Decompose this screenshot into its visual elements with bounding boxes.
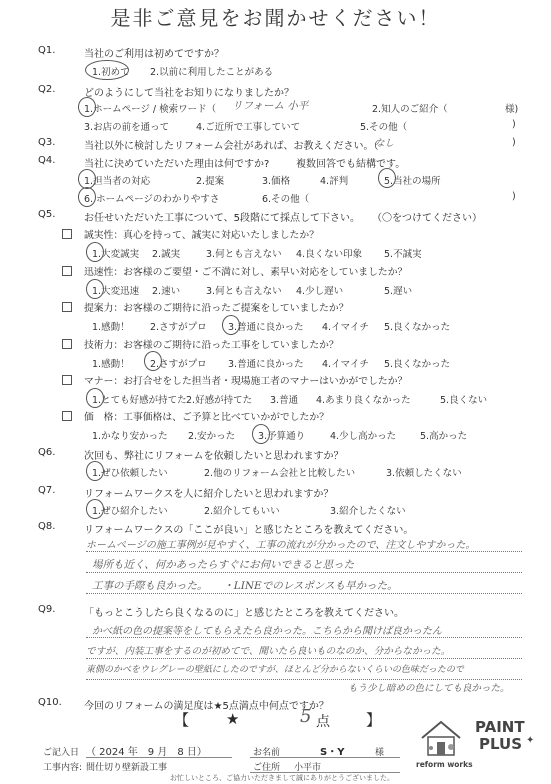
address-label: ご住所 (253, 763, 281, 773)
date-value[interactable]: （ 2024 年 9 月 8 日） (86, 747, 207, 758)
q1-option-1[interactable]: 1.初めて (92, 67, 130, 78)
score-bracket-close: 】 (366, 711, 382, 729)
address-value[interactable]: 小平市 (294, 763, 322, 773)
q5-option[interactable]: 1.感動！ (92, 322, 130, 333)
q5-option[interactable]: 5.良くなかった (384, 322, 451, 333)
date-underline (86, 757, 232, 758)
answer-circle (144, 351, 162, 371)
q5-item-heading: 価 格：工事価格は、ご予算と比べていかがでしたか？ (84, 412, 329, 423)
answer-line (86, 551, 522, 552)
work-value[interactable]: 間仕切り壁新設工事 (86, 763, 168, 773)
sparkle-icon: ✦ (526, 735, 535, 746)
answer-circle (378, 168, 396, 188)
q3-answer: なし (375, 138, 395, 149)
q5-item-heading: 技術力：お客様のご期待に沿った工事をしていましたか？ (84, 340, 339, 351)
q5-option[interactable]: 2.さすがプロ (150, 322, 207, 333)
score-value: 5 (300, 706, 312, 727)
q2-question: どのようにして当社をお知りになりましたか？ (84, 88, 294, 99)
q6-option-3[interactable]: 3.依頼したくない (386, 468, 462, 479)
q5-checkbox[interactable] (62, 339, 72, 349)
q9-answer-line: 東側のかべをウレグレーの壁紙にしたのですが、ほとんど分からないくらいの色味だったので (86, 665, 464, 675)
q5-item-heading: マナー：お打合せをした担当者・現場施工者のマナーはいかがでしたか？ (84, 376, 408, 387)
q5-option[interactable]: 4.あまり良くなかった (316, 395, 411, 406)
q10-question: 今回のリフォームの満足度は★5点満点中何点ですか？ (84, 701, 329, 712)
name-underline (250, 757, 400, 758)
q4-number: Q4. (38, 155, 56, 166)
score-unit: 点 (316, 714, 330, 730)
q5-option[interactable]: 2.速い (152, 286, 181, 297)
q4-option-6[interactable]: 6. ホームページのわかりやすさ (84, 194, 220, 205)
answer-line (86, 593, 522, 594)
q8-answer-line: 工事の手際も良かった。 ・LINEでのレスポンスも早かった。 (92, 580, 398, 592)
q2-option-3[interactable]: 3.お店の前を通って (84, 122, 170, 133)
q2-option-4[interactable]: 4.ご近所で工事していて (196, 122, 301, 133)
q5-option[interactable]: 2.誠実 (152, 249, 181, 260)
q5-checkbox[interactable] (62, 375, 72, 385)
q5-option[interactable]: 5.高かった (420, 431, 468, 442)
q6-option-1[interactable]: 1.ぜひ依頼したい (92, 468, 168, 479)
q7-question: リフォームワークスを人に紹介したいと思われますか？ (84, 489, 334, 500)
answer-line (86, 572, 522, 573)
answer-circle (78, 97, 96, 117)
q5-option[interactable]: 2.安かった (188, 431, 236, 442)
q6-number: Q6. (38, 447, 56, 458)
q5-option[interactable]: 5.不誠実 (384, 249, 422, 260)
answer-line (86, 658, 522, 659)
q5-option[interactable]: 4.少し遅い (296, 286, 344, 297)
q10-number: Q10. (38, 697, 62, 708)
q9-question: 「もっとこうしたら良くなるのに」と感じたところを教えてください。 (84, 608, 404, 619)
score-bracket-open: 【 (174, 711, 190, 729)
work-label: 工事内容: (43, 763, 83, 773)
q5-option[interactable]: 1.感動！ (92, 359, 130, 370)
name-value[interactable]: S・Y (320, 747, 345, 758)
q3-end: ) (512, 137, 516, 148)
q9-answer-line: ですが、内装工事をするのが初めてで、聞いたら良いものなのか、分からなかった。 (86, 646, 451, 657)
q5-option[interactable]: 1.とても好感が持てた (92, 395, 187, 406)
q4-note: 複数回答でも結構です。 (296, 159, 406, 170)
q5-option[interactable]: 2.さすがプロ (150, 359, 207, 370)
q4-question: 当社に決めていただいた理由は何ですか? (84, 159, 270, 170)
q5-item-heading: 誠実性：真心を持って、誠実に対応いたしましたか？ (84, 230, 319, 241)
q5-option[interactable]: 4.良くない印象 (296, 249, 363, 260)
q5-option[interactable]: 3.普通 (270, 395, 299, 406)
q5-question: お任せいただいた工事について、5段階にて採点して下さい。 (84, 213, 360, 224)
q9-number: Q9. (38, 604, 56, 615)
thanks-note: お忙しいところ、ご協力いただきまして誠にありがとうございました。 (170, 774, 394, 782)
q9-answer-line: かべ紙の色の提案等をしてもらえたら良かった。こちらから聞けば良かったん (92, 626, 442, 637)
q2-option-1[interactable]: 1.ホームページ / 検索ワード（ (84, 104, 217, 115)
q4-option-other-end: ) (512, 191, 516, 202)
star-icon: ★ (226, 710, 240, 728)
q5-option[interactable]: 1.かなり安かった (92, 431, 168, 442)
q5-checkbox[interactable] (62, 266, 72, 276)
q5-option[interactable]: 5.良くなかった (384, 359, 451, 370)
q2-number: Q2. (38, 84, 56, 95)
q5-option[interactable]: 5.良くない (440, 395, 488, 406)
answer-circle (78, 187, 96, 207)
q5-option[interactable]: 1.大変誠実 (92, 249, 140, 260)
q8-number: Q8. (38, 521, 56, 532)
q6-option-2[interactable]: 2.他のリフォーム会社と比較したい (204, 468, 356, 479)
answer-circle (252, 424, 270, 444)
answer-circle (86, 388, 104, 408)
logo-plus: PLUS (479, 735, 523, 753)
q3-number: Q3. (38, 137, 56, 148)
logo-paint: PAINT (475, 718, 525, 736)
q8-answer-line: 場所も近く、何かあったらすぐにお伺いできると思った (92, 559, 355, 571)
answer-circle (86, 499, 104, 519)
q5-item-heading: 提案力：お客様のご期待に沿ったご提案をしていましたか？ (84, 303, 349, 314)
q5-option[interactable]: 3.普通に良かった (228, 359, 304, 370)
q5-option[interactable]: 4.イマイチ (322, 322, 369, 333)
date-label: ご記入日 (43, 748, 80, 758)
q5-option[interactable]: 1.大変迅速 (92, 286, 140, 297)
q5-checkbox[interactable] (62, 229, 72, 239)
q2-handwritten-keyword: リフォーム 小平 (232, 100, 309, 112)
q4-option-1[interactable]: 1.担当者の対応 (84, 176, 151, 187)
q5-item-heading: 迅速性：お客様のご要望・ご不満に対し、素早い対応をしていましたか？ (84, 267, 408, 278)
q4-option-4[interactable]: 4.評判 (320, 176, 349, 187)
page-title: 是非ご意見をお聞かせください！ (110, 6, 441, 30)
q4-option-2[interactable]: 2.提案 (196, 176, 225, 187)
answer-circle (86, 279, 104, 299)
house-logo-icon (420, 718, 462, 758)
answer-circle (86, 242, 104, 262)
name-suffix: 様 (375, 748, 385, 758)
q7-option-2[interactable]: 2.紹介してもいい (204, 506, 280, 517)
q5-option[interactable]: 3.何とも言えない (206, 286, 282, 297)
q2-option-5-end: ) (512, 119, 516, 130)
answer-circle (85, 60, 129, 80)
q5-checkbox[interactable] (62, 302, 72, 312)
q5-option[interactable]: 4.少し高かった (330, 431, 397, 442)
name-label: お名前 (253, 748, 281, 758)
q9-answer-line: もう少し暗めの色にしても良かった。 (348, 683, 510, 694)
q7-number: Q7. (38, 485, 56, 496)
q5-option[interactable]: 3.予算通り (258, 431, 306, 442)
q5-option[interactable]: 3.普通に良かった (228, 322, 304, 333)
q1-number: Q1. (38, 45, 56, 56)
q5-number: Q5. (38, 209, 56, 220)
q5-option[interactable]: 3.何とも言えない (206, 249, 282, 260)
answer-line (86, 637, 522, 638)
q5-note: （〇をつけてください） (372, 213, 482, 224)
q2-option-5[interactable]: 5.その他（ (360, 122, 408, 133)
q1-question: 当社のご利用は初めてですか？ (84, 49, 224, 60)
q5-option[interactable]: 2.好感が持てた (186, 395, 253, 406)
q6-question: 次回も、弊社にリフォームを依頼したいと思われますか？ (84, 451, 344, 462)
q8-question: リフォームワークスの「ここが良い」と感じたところを教えてください。 (84, 525, 414, 536)
q7-option-1[interactable]: 1.ぜひ紹介したい (92, 506, 168, 517)
q4-option-other[interactable]: 6.その他（ (262, 194, 310, 205)
answer-circle (222, 315, 240, 335)
q3-question: 当社以外に検討したリフォーム会社があれば、お教えください。（ (84, 141, 379, 152)
q1-option-2[interactable]: 2.以前に利用したことがある (150, 67, 274, 78)
q8-answer-line: ホームページの施工事例が見やすく、工事の流れが分かったので、注文しやすかった。 (86, 540, 476, 551)
q4-option-5[interactable]: 5.当社の場所 (384, 176, 441, 187)
answer-circle (86, 461, 104, 481)
logo-subtitle: reform works (416, 760, 473, 769)
q5-option[interactable]: 4.イマイチ (322, 359, 369, 370)
q5-option[interactable]: 5.遅い (384, 286, 413, 297)
q2-option-2[interactable]: 2.知人のご紹介（ (372, 104, 448, 115)
q5-checkbox[interactable] (62, 411, 72, 421)
answer-circle (78, 169, 96, 189)
q7-option-3[interactable]: 3.紹介したくない (330, 506, 406, 517)
q4-option-3[interactable]: 3.価格 (262, 176, 291, 187)
q2-option-2-end: 様) (505, 104, 519, 115)
